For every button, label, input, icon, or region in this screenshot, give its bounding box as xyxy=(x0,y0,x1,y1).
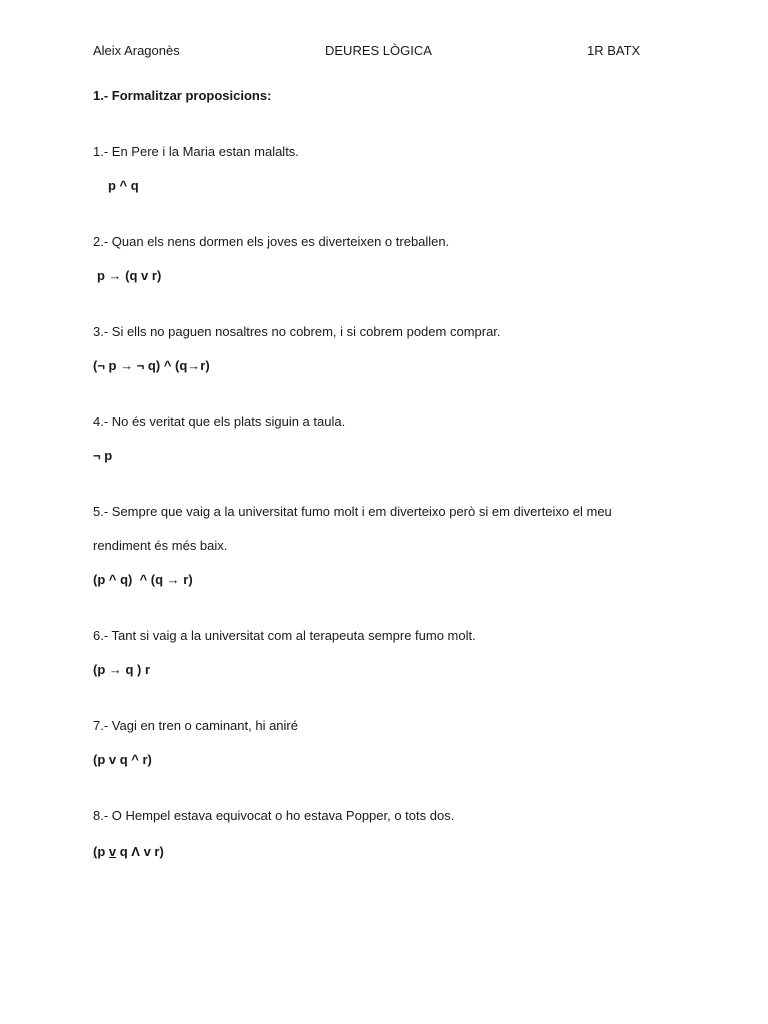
question-2: 2.- Quan els nens dormen els joves es diverteixen o treballen. xyxy=(93,234,450,249)
question-1: 1.- En Pere i la Maria estan malalts. xyxy=(93,144,299,159)
section-title: 1.- Formalitzar proposicions: xyxy=(93,88,272,103)
header-subject: DEURES LÒGICA xyxy=(325,43,432,58)
formula-6: (p → q ) r xyxy=(93,662,151,677)
formula-3: (¬ p → ¬ q) ^ (q→r) xyxy=(93,358,210,373)
formula-8-open-paren: ( xyxy=(93,844,98,859)
formula-7: (p v q ^ r) xyxy=(93,752,152,767)
question-3: 3.- Si ells no paguen nosaltres no cobrem, i si cobrem podem comprar. xyxy=(93,324,501,339)
header-course: 1R BATX xyxy=(587,43,641,58)
formula-8 xyxy=(93,844,164,859)
formula-5: (p ^ q) ^ (q → r) xyxy=(93,572,193,587)
formula-8-xor: v xyxy=(108,844,117,859)
formula-4: ¬ p xyxy=(93,448,113,463)
header-author: Aleix Aragonès xyxy=(93,43,180,58)
question-6: 6.- Tant si vaig a la universitat com al terapeuta sempre fumo molt. xyxy=(93,628,476,643)
question-4: 4.- No és veritat que els plats siguin a taula. xyxy=(93,414,346,429)
formula-8-p: p xyxy=(97,844,109,859)
question-5-line-1: 5.- Sempre que vaig a la universitat fumo molt i em diverteixo però si em diverteixo el meu xyxy=(93,504,612,519)
formula-1: p ^ q xyxy=(108,178,139,193)
question-8: 8.- O Hempel estava equivocat o ho estava Popper, o tots dos. xyxy=(93,808,455,823)
question-5-line-2: rendiment és més baix. xyxy=(93,538,228,553)
formula-8-rest: q Λ v r) xyxy=(116,844,164,859)
question-7: 7.- Vagi en tren o caminant, hi aniré xyxy=(93,718,298,733)
formula-2: p → (q v r) xyxy=(97,268,162,283)
